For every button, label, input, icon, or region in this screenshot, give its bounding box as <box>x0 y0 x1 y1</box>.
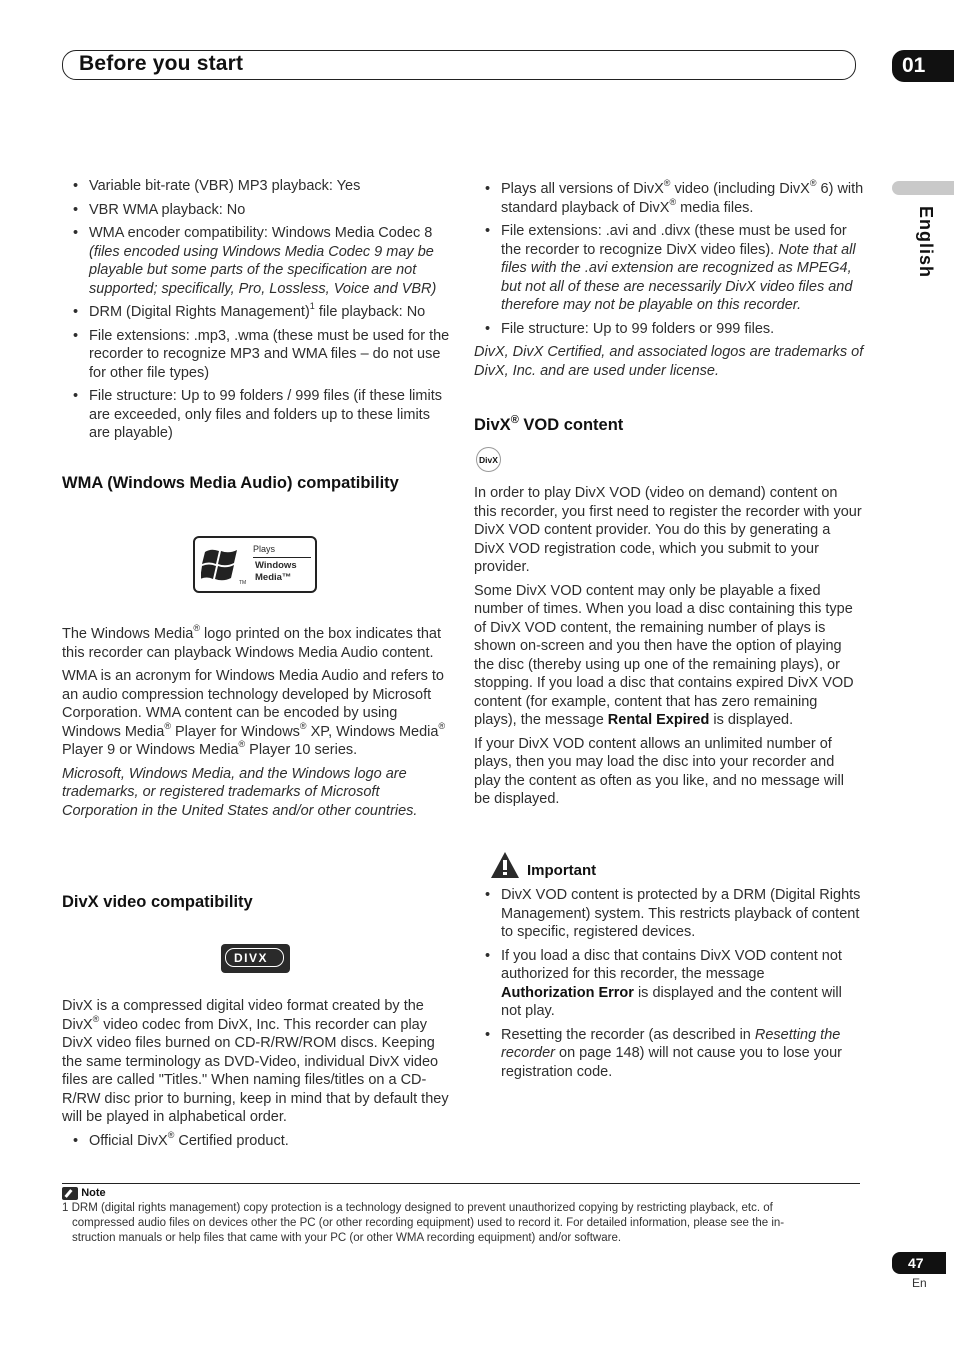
list-item: • File extensions: .mp3, .wma (these must be used for the recorder to recognize MP3 and WMA files – do not use for other file types) <box>62 327 452 383</box>
list-item: • Variable bit-rate (VBR) MP3 playback: Yes <box>62 177 452 196</box>
logo-plays: Plays <box>253 544 276 554</box>
list-item: • DRM (Digital Rights Management)$^1$ file playback: No <box>62 303 452 322</box>
divx-logo-text: DIVX <box>234 951 269 965</box>
trademark-note: Microsoft, Windows Media, and the Windows logo are trademarks, or registered trademarks of Microsoft Corporation in the United States and/or other countries. <box>62 765 418 819</box>
note-pencil-icon <box>62 1187 78 1200</box>
paragraph: In order to play DivX VOD (video on demand) content on this recorder, you first need to register the recorder with your DivX VOD content provider. You do this by generating a DivX VOD registration code, which you submit to your provider. <box>474 485 862 575</box>
warning-hand-icon <box>490 851 520 879</box>
wma-heading: WMA (Windows Media Audio) compatibility <box>62 474 399 492</box>
list-item: • VBR WMA playback: No <box>62 201 452 220</box>
divx-heading: DivX video compatibility <box>62 893 253 911</box>
important-block <box>490 851 597 884</box>
note-line-1: 1 DRM (digital rights management) copy protection is a technology designed to prevent unauthorized copying by restricting playback, etc. of <box>62 1202 773 1214</box>
list-item: • Official DivX® Certified product. <box>62 1132 452 1151</box>
chapter-number: 01 <box>892 50 954 82</box>
footnote <box>62 1186 862 1246</box>
tm-mark: TM <box>239 580 247 586</box>
note-header <box>62 1186 862 1201</box>
note-line-2: compressed audio files on devices other the PC (or other recording equipment) used to record it. For detailed information, please see the in- <box>72 1217 785 1229</box>
list-item: • If you load a disc that contains DivX VOD content not authorized for this recorder, the message Authorization Error is displayed and the content will not play. <box>474 947 862 1021</box>
list-item: • File structure: Up to 99 folders / 999 files (if these limits are exceeded, only files and folders up to these limits are playable) <box>62 387 452 443</box>
logo-media: Media™ <box>255 572 292 583</box>
right-column <box>474 180 864 385</box>
page-title: Before you start <box>79 52 244 75</box>
divx-logo <box>221 944 290 973</box>
paragraph: If your DivX VOD content allows an unlimited number of plays, then you may load the disc into your recorder and play the content as often as you like, and no message will be displayed. <box>474 735 844 807</box>
list-item: • File extensions: .avi and .divx (these must be used for the recorder to recognize DivX video files). Note that all files with the .avi extension are recognized as MPEG4, but not all of these are necessarily DivX video files and therefore may not be playable on this recorder. <box>474 222 864 315</box>
important-list <box>474 886 862 1081</box>
note-label: Note <box>81 1187 106 1199</box>
left-column <box>62 177 452 448</box>
page-number: 47 <box>892 1252 946 1274</box>
language-tab <box>892 181 954 195</box>
paragraph: The Windows Media® logo printed on the box indicates that this recorder can playback Windows Media Audio content. <box>62 623 442 661</box>
list-item: • Resetting the recorder (as described in Resetting the recorder on page 148) will not cause you to lose your registration code. <box>474 1026 862 1082</box>
paragraph: DivX is a compressed digital video format created by the DivX® video codec from DivX, Inc. This recorder can play DivX video files burned on CD-R/RW/ROM discs. Keeping the same terminology as DVD-Video, individual DivX video files are called "Titles." When naming files/titles on a CD-R/RW disc prior to burning, keep in mind that by default they will be played in alphabetical order. <box>62 998 449 1125</box>
logo-divider <box>253 557 311 558</box>
windows-media-logo <box>193 536 317 593</box>
list-item: • File structure: Up to 99 folders or 999 files. <box>474 320 864 339</box>
paragraph: WMA is an acronym for Windows Media Audio and refers to an audio compression technology developed by Microsoft Corporation. WMA content can be encoded by using Windows Media® Player for Windows® XP, Windows Media® Player 9 or Windows Media® Player 10 series. <box>62 668 446 758</box>
vod-heading: DivX® VOD content <box>474 414 624 434</box>
list-item: • Plays all versions of DivX® video (including DivX® 6) with standard playback of DivX® media files. <box>474 180 864 217</box>
windows-flag-icon <box>201 544 241 586</box>
wma-text <box>62 625 452 825</box>
divx-text <box>62 997 452 1155</box>
vod-text <box>474 484 862 814</box>
paragraph: Some DivX VOD content may only be playable a fixed number of times. When you load a disc containing this type of DivX VOD content, the remaining number of plays is shown on-screen and you then have the option of playing the disc (thereby using up one of the remaining plays), or stopping. If you load a disc that contains expired DivX VOD content (for example, content that has zero remaining plays), the message Rental Expired is displayed. <box>474 582 854 728</box>
divx-trademark-note: DivX, DivX Certified, and associated logos are trademarks of DivX, Inc. and are used under license. <box>474 344 864 379</box>
list-item: • WMA encoder compatibility: Windows Media Codec 8 (files encoded using Windows Media Codec 9 may be playable but some parts of the specification are not supported; specifically, Pro, Lossless, Voice and VBR) <box>62 224 452 298</box>
mp3-wma-spec-list <box>62 177 452 443</box>
logo-windows: Windows <box>255 560 297 571</box>
divx-disc-icon: DivX <box>476 447 501 472</box>
divx-certified-list <box>62 1129 452 1151</box>
header-title-box <box>62 50 856 80</box>
important-list-wrap <box>474 886 862 1086</box>
note-divider <box>62 1183 860 1184</box>
page-lang-code: En <box>912 1276 927 1290</box>
important-label: Important <box>527 862 597 879</box>
note-line-3: struction manuals or help files that came with your PC (or other WMA recording equipment) and/or software. <box>72 1232 622 1244</box>
side-language-label: English <box>916 206 936 279</box>
divx-spec-list <box>474 180 864 338</box>
list-item: • DivX VOD content is protected by a DRM (Digital Rights Management) system. This restricts playback of content to specific, registered devices. <box>474 886 862 942</box>
